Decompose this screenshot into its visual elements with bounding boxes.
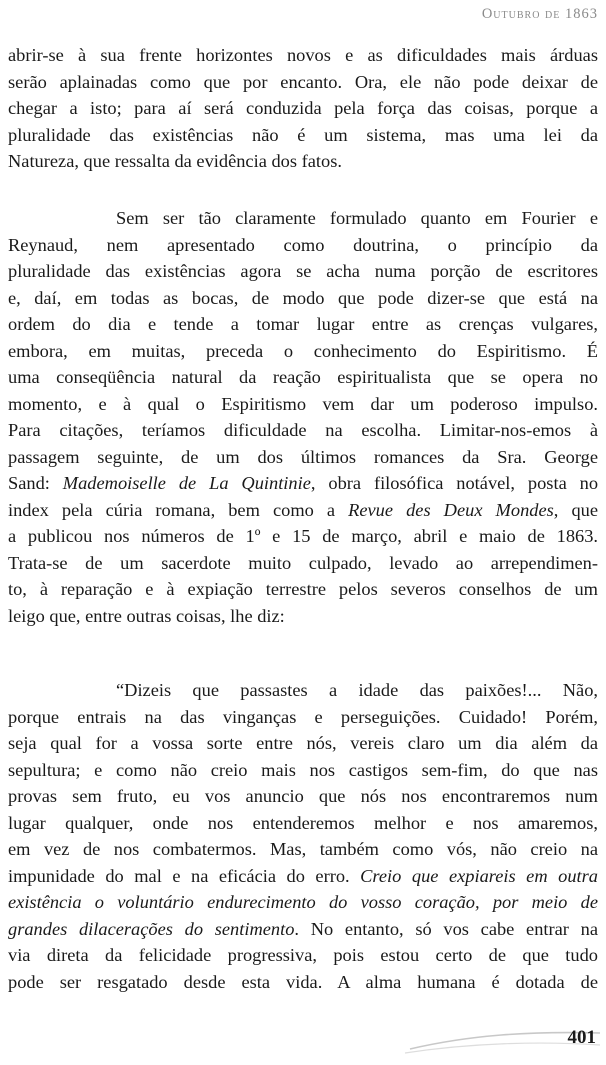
journal-title: Revue des Deux Mondes	[348, 499, 554, 520]
text-line: provas sem fruto, eu vos anuncio que nós nos encontraremos num	[8, 786, 598, 806]
text-line: e, daí, em todas as bocas, de modo que pode dizer-se que está na	[8, 287, 598, 308]
text-line: Natureza, que ressalta da evidência dos fatos.	[8, 151, 342, 171]
text-line: chegar a isto; para aí será conduzida pela força das coisas, porque a	[8, 98, 598, 118]
text-line: momento, e à qual o Espiritismo vem dar um poderoso impulso.	[8, 393, 598, 414]
text-line: to, à reparação e à expiação terrestre pelos severos conselhos de um	[8, 579, 598, 599]
text-line: seja qual for a vossa sorte entre nós, vereis claro um dia além da	[8, 733, 598, 753]
text-line: pode ser resgatado desde esta vida. A alma humana é dotada de	[8, 971, 598, 992]
text-line	[8, 470, 598, 497]
book-title: Mademoiselle de La Quintinie	[62, 473, 311, 493]
text-run: , que	[553, 499, 598, 520]
text-line: Trata-se de um sacerdote muito culpado, levado ao arrependimen-	[8, 552, 598, 573]
text-run: . No entanto, só vos cabe entrar na	[294, 918, 598, 939]
italic-run: Creio que expiareis em outra	[360, 865, 598, 886]
text-line: em vez de nos combatermos. Mas, também como vós, não creio na	[8, 839, 598, 859]
paragraph-3	[8, 677, 598, 995]
text-line: passagem seguinte, de um dos últimos romances da Sra. George	[8, 446, 598, 467]
text-run: index pela cúria romana, bem como a	[8, 499, 349, 520]
text-run: Sand:	[8, 473, 63, 493]
text-line: Sem ser tão claramente formulado quanto em Fourier e	[116, 208, 598, 228]
text-line: embora, em muitas, preceda o conhecimento do Espiritismo. É	[8, 340, 598, 361]
swoosh-ornament-icon	[0, 1005, 606, 1065]
text-line: leigo que, entre outras coisas, lhe diz:	[8, 605, 285, 626]
running-header: Outubro de 1863	[481, 6, 598, 22]
text-line: serão aplainadas como que por encanto. Ora, ele não pode deixar de	[8, 71, 598, 92]
text-line: via direta da felicidade progressiva, pois estou certo de que tudo	[8, 945, 598, 965]
text-line: ordem do dia e tende a tomar lugar entre as crenças vulgares,	[8, 314, 598, 334]
page-footer	[0, 1005, 606, 1065]
text-line	[8, 497, 598, 524]
text-run: impunidade do mal e na eficácia do erro.	[8, 865, 361, 886]
text-line: porque entrais na das vinganças e perseguições. Cuidado! Porém,	[8, 706, 598, 727]
text-line: pluralidade das existências agora se acha numa porção de escritores	[8, 261, 598, 281]
text-run: , obra filosófica notável, posta no	[310, 473, 599, 493]
text-line	[8, 863, 598, 890]
text-line: pluralidade das existências não é um sistema, mas uma lei da	[8, 124, 598, 145]
text-line: lugar qualquer, onde nos entenderemos melhor e nos amaremos,	[8, 812, 598, 833]
paragraph-2	[8, 205, 598, 629]
text-line: “Dizeis que passastes a idade das paixões!... Não,	[116, 680, 598, 700]
text-line: Reynaud, nem apresentado como doutrina, o princípio da	[8, 234, 598, 255]
text-line: Para citações, teríamos dificuldade na escolha. Limitar-nos-emos à	[8, 420, 598, 440]
text-line	[8, 916, 598, 943]
paragraph-1	[8, 42, 598, 175]
page-number: 401	[567, 1027, 596, 1048]
text-line: sepultura; e como não creio mais nos castigos sem-fim, do que nas	[8, 759, 598, 780]
text-line	[8, 889, 598, 916]
italic-run: grandes dilacerações do sentimento	[8, 918, 295, 939]
text-line: abrir-se à sua frente horizontes novos e as dificuldades mais árduas	[8, 45, 598, 65]
italic-run: existência o voluntário endurecimento do vosso coração, por meio de	[8, 892, 598, 912]
text-line: uma conseqüência natural da reação espiritualista que se opera no	[8, 367, 598, 387]
text-line: a publicou nos números de 1º e 15 de março, abril e maio de 1863.	[8, 526, 598, 546]
